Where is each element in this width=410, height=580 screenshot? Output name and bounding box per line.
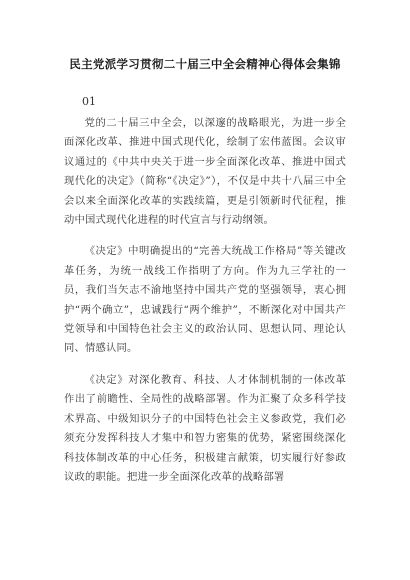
paragraph-3: 《决定》对深化教育、科技、人才体制机制的一体改革作出了前瞻性、全局性的战略部署。作为汇聚了众多科学技术界高、中级知识分子的中国特色社会主义参政党，我们必须充分发挥科技人才集中和智力密集的优势，紧密围绕深化科技体制改革的中心任务，积极建言献策，切实履行好参政议政的职能。把进一步全面深化改革的战略部署 [64,373,346,483]
section-number: 01 [82,95,96,108]
document-title: 民主党派学习贯彻二十届三中全会精神心得体会集锦 [69,57,341,71]
document-body [64,114,346,499]
paragraph-1: 党的二十届三中全会，以深邃的战略眼光，为进一步全面深化改革、推进中国式现代化，绘制了宏伟蓝图。会议审议通过的《中共中央关于进一步全面深化改革、推进中国式现代化的决定》（简称“《决定》”），不仅是中共十八届三中全会以来全面深化改革的实践续篇，更是引领新时代征程，推动中国式现代化进程的时代宣言与行动纲领。 [64,117,346,227]
paragraph-2: 《决定》中明确提出的“完善大统战工作格局”等关键改革任务，为统一战线工作指明了方向。作为九三学社的一员，我们当矢志不渝地坚持中国共产党的坚强领导，衷心拥护“两个确立”，忠诚践行“两个维护”，不断深化对中国共产党领导和中国特色社会主义的政治认同、思想认同、理论认同、情感认同。 [64,245,346,355]
